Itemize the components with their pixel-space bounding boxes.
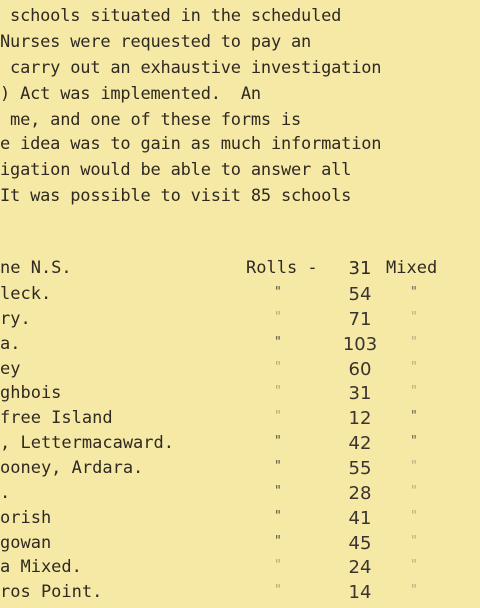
ditto-mark: ": [274, 583, 282, 598]
table-row: [0, 557, 480, 581]
ditto-mark: ": [410, 534, 418, 549]
school-name: a.: [0, 334, 21, 354]
roll-count: 28: [348, 483, 372, 504]
table-row: [0, 508, 480, 532]
ditto-mark: ": [410, 285, 418, 300]
table-row: [0, 483, 480, 507]
ditto-mark: ": [410, 583, 418, 598]
ditto-mark: ": [410, 484, 418, 499]
school-name: ry.: [0, 309, 31, 329]
school-name: leck.: [0, 284, 52, 304]
roll-count: 103: [342, 334, 378, 355]
table-header-row: [0, 258, 480, 282]
school-name: ros Point.: [0, 582, 103, 602]
ditto-mark: ": [274, 434, 282, 449]
ditto-mark: ": [274, 384, 282, 399]
ditto-mark: ": [410, 409, 418, 424]
paragraph-line: e idea was to gain as much information: [0, 134, 382, 154]
ditto-mark: ": [274, 310, 282, 325]
rolls-label: Rolls -: [246, 258, 318, 278]
school-name: orish: [0, 508, 52, 528]
school-name: ooney, Ardara.: [0, 458, 144, 478]
ditto-mark: ": [410, 310, 418, 325]
table-row: [0, 408, 480, 432]
paragraph-line: carry out an exhaustive investigation: [0, 58, 382, 78]
ditto-mark: ": [410, 509, 418, 524]
roll-count: 14: [348, 582, 372, 603]
table-row: [0, 309, 480, 333]
ditto-mark: ": [274, 558, 282, 573]
school-name: ey: [0, 359, 21, 379]
roll-count: 24: [348, 557, 372, 578]
ditto-mark: ": [410, 558, 418, 573]
ditto-mark: ": [410, 335, 418, 350]
roll-count: 55: [348, 458, 372, 479]
ditto-mark: ": [274, 285, 282, 300]
paragraph-line: It was possible to visit 85 schools: [0, 186, 352, 206]
table-row: [0, 433, 480, 457]
school-name: gowan: [0, 533, 52, 553]
ditto-mark: ": [410, 384, 418, 399]
table-row: [0, 458, 480, 482]
table-row: [0, 359, 480, 383]
school-name: free Island: [0, 408, 113, 428]
ditto-mark: ": [274, 409, 282, 424]
school-name: , Lettermacaward.: [0, 433, 174, 453]
table-row: [0, 284, 480, 308]
ditto-mark: ": [410, 360, 418, 375]
paragraph-line: Nurses were requested to pay an: [0, 32, 312, 52]
paragraph-line: me, and one of these forms is: [0, 110, 302, 130]
ditto-mark: ": [274, 360, 282, 375]
school-name: a Mixed.: [0, 557, 82, 577]
paragraph-line: schools situated in the scheduled: [0, 6, 342, 26]
table-row: [0, 533, 480, 557]
ditto-mark: ": [410, 434, 418, 449]
school-name: .: [0, 483, 11, 503]
roll-count: 41: [348, 508, 372, 529]
paragraph-line: ) Act was implemented. An: [0, 84, 261, 104]
ditto-mark: ": [274, 335, 282, 350]
ditto-mark: ": [274, 534, 282, 549]
roll-count: 45: [348, 533, 372, 554]
table-row: [0, 582, 480, 606]
mixed-label: Mixed: [386, 258, 438, 278]
ditto-mark: ": [274, 484, 282, 499]
table-row: [0, 334, 480, 358]
roll-count: 31: [348, 383, 372, 404]
ditto-mark: ": [274, 509, 282, 524]
roll-count: 42: [348, 433, 372, 454]
school-name: ne N.S.: [0, 258, 72, 278]
roll-count: 60: [348, 359, 372, 380]
school-name: ghbois: [0, 383, 62, 403]
ditto-mark: ": [274, 459, 282, 474]
ditto-mark: ": [410, 459, 418, 474]
roll-count: 54: [348, 284, 372, 305]
roll-count: 12: [348, 408, 372, 429]
roll-count: 31: [348, 258, 372, 279]
roll-count: 71: [348, 309, 372, 330]
paragraph-line: igation would be able to answer all: [0, 160, 352, 180]
table-row: [0, 383, 480, 407]
